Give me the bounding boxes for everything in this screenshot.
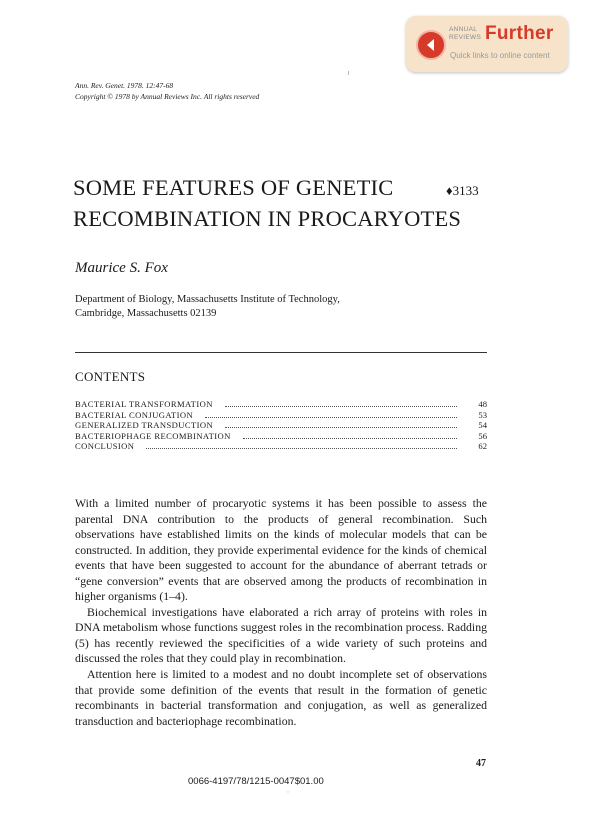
contents-heading: CONTENTS [75,369,146,384]
toc-leader-dots [243,438,457,439]
toc-entry-label: BACTERIAL CONJUGATION [75,409,194,420]
scan-mark: ˆ [287,792,289,798]
toc-leader-dots [205,417,457,418]
toc-entry-page: 54 [478,420,487,430]
toc-entry[interactable] [75,431,487,442]
badge-annual-reviews-text [449,26,481,41]
article-body [75,496,487,729]
copyright-line: Copyright © 1978 by Annual Reviews Inc. All rights reserved [75,92,260,101]
toc-leader-dots [225,406,457,407]
section-divider [75,352,487,353]
badge-subtitle: Quick links to online content [450,51,550,60]
author-name: Maurice S. Fox [75,260,168,276]
toc-entry[interactable] [75,441,487,452]
annual-reviews-further-badge[interactable] [406,16,568,72]
body-paragraph-3: Attention here is limited to a modest and no doubt incomplete set of observations that provide some definition of the events that result in the formation of genetic recombinants in bacterial transformation and conjugation, as well as generalized transduction and bacteriophage recombination. [75,667,487,728]
title-line-1: SOME FEATURES OF GENETIC [73,175,394,200]
article-id-marker: ♦3133 [446,183,479,198]
toc-entry-label: CONCLUSION [75,441,135,451]
toc-entry-page: 53 [478,409,487,420]
article-title [73,172,461,234]
badge-brand: Further [485,23,554,44]
body-paragraph-2: Biochemical investigations have elaborated a rich array of proteins with roles in DNA metabolism whose functions suggest roles in the recombination process. Radding (5) has recently reviewed the specificities of a wide variety of such proteins and discussed the roles that they could play in recombination. [75,604,487,666]
table-of-contents [75,399,487,452]
affiliation-line-1: Department of Biology, Massachusetts Institute of Technology, [75,294,340,305]
toc-entry-page: 62 [478,441,487,451]
toc-entry[interactable] [75,420,487,431]
toc-entry-label: BACTERIOPHAGE RECOMBINATION [75,430,231,441]
toc-entry-page: 48 [478,399,487,409]
play-arrow-icon [416,30,446,60]
toc-entry-label: BACTERIAL TRANSFORMATION [75,399,213,409]
badge-line1: ANNUAL [449,26,478,33]
toc-entry[interactable] [75,410,487,421]
toc-leader-dots [225,427,457,428]
footer-code: 0066-4197/78/1215-0047$01.00 [188,776,324,787]
journal-citation [75,80,259,102]
toc-leader-dots [146,448,457,449]
title-line-2: RECOMBINATION IN PROCARYOTES [73,206,462,231]
toc-entry-page: 56 [478,430,487,441]
body-paragraph-1: With a limited number of procaryotic systems it has been possible to assess the parental DNA contribution to the products of general recombination. Such observations have established limits on the kinds of molecular models that can be constructed. In addition, they provide experimental evidence for the kinds of chemical events that have been suggested to account for the abundance of aberrant tetrads or “gene conversion” events that are observed among the products of recombination in higher organisms (1–4). [75,496,487,604]
author-affiliation [75,293,340,321]
scan-mark [348,71,349,75]
page-number: 47 [476,758,486,769]
affiliation-line-2: Cambridge, Massachusetts 02139 [75,308,217,319]
citation-line: Ann. Rev. Genet. 1978. 12:47-68 [75,81,174,90]
toc-entry-label: GENERALIZED TRANSDUCTION [75,420,214,430]
toc-entry[interactable] [75,399,487,410]
badge-line2: REVIEWS [449,33,482,41]
